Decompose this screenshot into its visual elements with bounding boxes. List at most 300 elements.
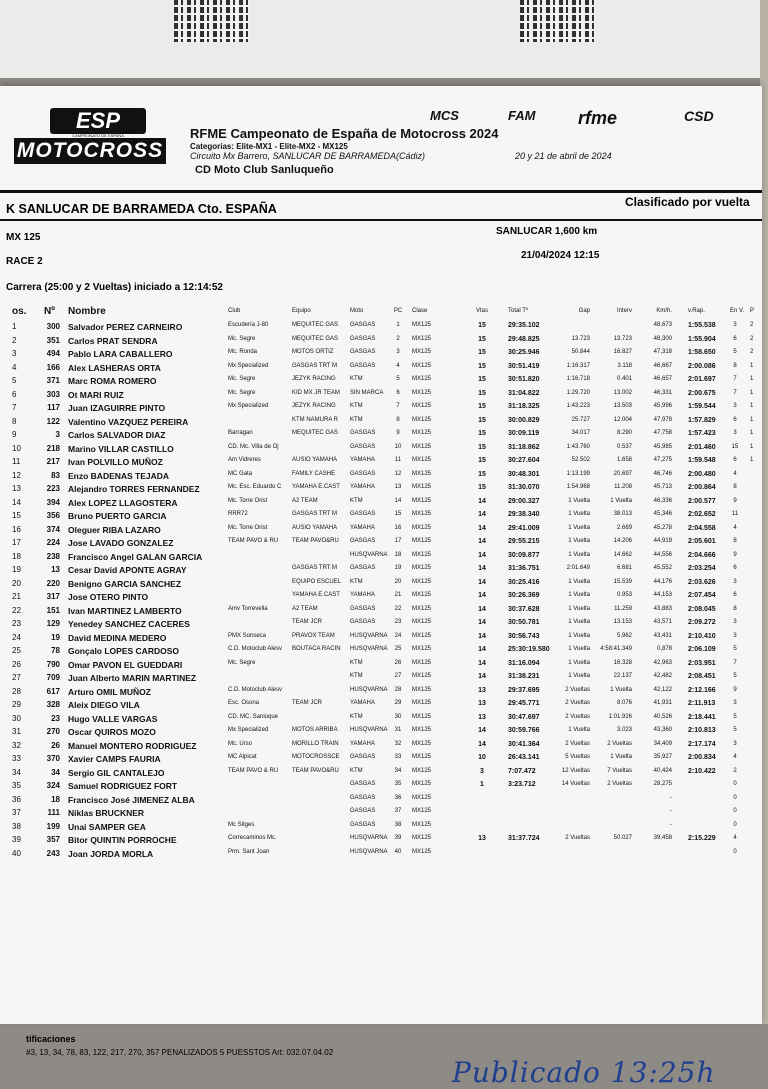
cell-tot: 30:41.364 — [508, 740, 540, 748]
cell-vtas: 14 — [478, 538, 486, 545]
cell-vrap: 1:59.544 — [688, 403, 716, 410]
cell-num: 122 — [46, 416, 60, 426]
table-row — [0, 592, 762, 606]
cell-cls: MX125 — [412, 767, 432, 774]
cell-num: 374 — [46, 524, 60, 534]
cell-cls: MX125 — [412, 632, 432, 639]
cell-cls: MX125 — [412, 592, 432, 598]
cell-pc: 5 — [396, 376, 400, 382]
cell-club: Prm. Sant Joan — [228, 848, 270, 855]
cell-gap: 1:43.223 — [566, 403, 590, 409]
cell-vtas: 13 — [478, 700, 486, 707]
cell-cls: MX125 — [412, 416, 432, 423]
cell-kmh: 28,275 — [653, 781, 672, 787]
table-row — [0, 835, 762, 849]
cell-gap: 12 Vueltas — [561, 767, 590, 774]
cell-env: 6 — [733, 592, 737, 598]
cell-moto: KTM — [350, 376, 363, 382]
cell-kmh: 44,176 — [653, 578, 672, 585]
cell-vtas: 14 — [478, 551, 486, 559]
cell-tot: 31:30.070 — [508, 484, 540, 491]
cell-vtas: 10 — [478, 754, 486, 761]
results-sheet — [0, 86, 762, 1089]
cell-num: 270 — [46, 727, 60, 736]
cell-name: Oscar QUIROS MOZO — [68, 727, 156, 737]
cell-gap: 1:13.199 — [566, 470, 590, 477]
cell-pc: 21 — [394, 592, 402, 598]
cell-cls: MX125 — [412, 511, 432, 517]
cell-gap: 1:43.760 — [566, 443, 590, 450]
cell-team: TEAM PAVO&RU — [292, 538, 339, 544]
cell-name: Samuel RODRIGUEZ FORT — [68, 781, 178, 791]
cell-tot: 31:18.325 — [508, 403, 540, 410]
cell-env: 11 — [731, 511, 739, 517]
cell-team: TEAM JCR — [292, 619, 322, 625]
cell-gap: 2 Vueltas — [565, 740, 590, 747]
cell-env: 5 — [733, 673, 737, 679]
cell-moto: HUSQVARNA — [350, 551, 388, 558]
cell-int: 1:01.926 — [608, 713, 632, 720]
cell-team: A2 TEAM — [292, 605, 318, 612]
cell-kmh: 46,667 — [653, 362, 672, 369]
cell-int: 13.002 — [613, 389, 632, 396]
cell-num: 19 — [51, 632, 60, 642]
cell-env: 6 — [733, 565, 737, 571]
cell-env: 9 — [733, 686, 737, 693]
cell-moto: KTM — [350, 497, 363, 504]
table-row — [0, 417, 762, 431]
cell-p: 1 — [750, 443, 754, 450]
cell-pos: 29 — [12, 700, 21, 709]
cell-gap: 2:01.649 — [566, 565, 590, 571]
table-row — [0, 673, 762, 687]
cell-env: 5 — [733, 349, 737, 355]
cell-club: Am Vidreres — [228, 457, 261, 463]
cell-num: 224 — [46, 538, 60, 547]
qr-code-icon — [174, 0, 250, 42]
cell-kmh: 43,883 — [653, 605, 672, 612]
cell-pos: 22 — [12, 605, 21, 615]
cell-name: Manuel MONTERO RODRIGUEZ — [68, 740, 197, 751]
table-row — [0, 565, 762, 579]
cell-num: 243 — [46, 848, 60, 858]
cell-pos: 16 — [12, 524, 21, 534]
cell-vrap: 2:00.834 — [688, 754, 716, 761]
cell-gap: 1 Vuelta — [568, 727, 590, 733]
cell-moto: KTM — [350, 767, 363, 774]
cell-cls: MX125 — [412, 497, 432, 504]
cell-pos: 21 — [12, 592, 21, 601]
cell-moto: HUSQVARNA — [350, 835, 388, 841]
cell-tot: 30:26.369 — [508, 592, 540, 599]
table-row — [0, 646, 762, 660]
cell-gap: 52.502 — [571, 457, 590, 463]
cell-pos: 34 — [12, 767, 21, 777]
cell-club: TEAM PAVO & RU — [228, 538, 279, 544]
cell-num: 328 — [46, 700, 60, 709]
cell-gap: 1 Vuelta — [568, 632, 590, 639]
cell-pc: 24 — [394, 632, 402, 639]
cell-env: 4 — [733, 754, 737, 760]
cell-pos: 10 — [12, 443, 21, 453]
table-row — [0, 687, 762, 701]
cell-int: 8.290 — [616, 430, 632, 436]
cell-env: 4 — [733, 470, 737, 477]
cell-pos: 6 — [12, 389, 17, 399]
cell-int: 16.328 — [613, 659, 632, 666]
table-row — [0, 822, 762, 836]
cell-int: 20.697 — [613, 470, 632, 477]
cell-num: 790 — [46, 659, 60, 669]
cell-pc: 31 — [394, 727, 402, 733]
cell-num: 324 — [46, 781, 60, 790]
cell-cls: MX125 — [412, 794, 432, 801]
cell-name: Juan IZAGUIRRE PINTO — [68, 403, 166, 413]
cell-vrap: 2:17.174 — [688, 740, 716, 748]
cell-pos: 1 — [12, 322, 17, 331]
cell-num: 83 — [51, 470, 60, 480]
cell-num: 117 — [47, 403, 60, 412]
table-row — [0, 484, 762, 498]
cell-num: 494 — [46, 349, 60, 358]
cell-moto: GASGAS — [350, 443, 376, 450]
cell-club: TEAM PAVO & RU — [228, 767, 279, 774]
cell-club: Mc. Segre — [228, 659, 256, 666]
cell-vrap: 2:00.480 — [688, 470, 716, 478]
cell-team: JEZYK RACING — [292, 376, 336, 382]
cell-tot: 31:18.862 — [508, 443, 540, 451]
cell-cls: MX125 — [412, 484, 432, 490]
cell-vrap: 1:57.423 — [688, 430, 716, 437]
cell-p: 1 — [750, 403, 754, 409]
cell-name: Aleix DIEGO VILA — [68, 700, 140, 710]
cell-tot: 30:51.820 — [508, 376, 540, 383]
cell-vrap: 1:55.904 — [688, 335, 716, 343]
cell-gap: 2 Vueltas — [565, 713, 590, 720]
cell-tot: 31:38.231 — [508, 673, 540, 680]
cell-int: 1 Vuelta — [610, 497, 632, 504]
cell-kmh: 48,673 — [653, 322, 672, 328]
table-row — [0, 741, 762, 755]
cell-vrap: 2:10.410 — [688, 632, 716, 640]
cell-kmh: 47,978 — [653, 416, 672, 423]
cell-tot: 29:35.102 — [508, 322, 540, 329]
cell-num: 356 — [46, 511, 60, 520]
cell-tot: 26:43.141 — [508, 754, 540, 761]
cell-tot: 29:45.771 — [508, 700, 540, 707]
cell-num: 223 — [46, 484, 60, 493]
cell-env: 3 — [733, 700, 737, 706]
footer-title: tificaciones — [26, 1034, 76, 1044]
cell-vrap: 2:00.864 — [688, 484, 716, 491]
cell-num: 26 — [51, 740, 60, 750]
cell-gap: 2 Vueltas — [565, 686, 590, 693]
cell-env: 2 — [733, 767, 737, 774]
cell-club: PMX Sonseca — [228, 632, 267, 639]
cell-int: 50.027 — [613, 835, 632, 841]
cell-env: 3 — [733, 578, 737, 585]
cell-name: Ivan MARTINEZ LAMBERTO — [68, 605, 182, 616]
cell-vtas: 14 — [478, 497, 486, 505]
cell-cls: MX125 — [412, 322, 432, 328]
cell-cls: MX125 — [412, 835, 432, 841]
cell-num: 357 — [46, 835, 60, 844]
classification-type: Clasificado por vuelta — [625, 195, 750, 209]
cell-moto: KTM — [350, 659, 363, 666]
cell-pos: 12 — [12, 470, 21, 480]
cell-name: Valentino VAZQUEZ PEREIRA — [68, 416, 189, 427]
cell-team: A2 TEAM — [292, 497, 318, 504]
cell-pos: 9 — [12, 430, 17, 439]
cell-club: Barragan — [228, 430, 253, 436]
table-row — [0, 660, 762, 674]
cell-vtas: 15 — [478, 322, 486, 329]
cell-name: Jose OTERO PINTO — [68, 592, 149, 602]
cell-vtas: 15 — [478, 403, 486, 410]
cell-team: MEQUITEC GAS — [292, 322, 339, 328]
cell-name: David MEDINA MEDERO — [68, 632, 167, 643]
cell-pos: 32 — [12, 740, 21, 750]
cell-vtas: 15 — [478, 470, 486, 478]
cell-gap: 1:54.968 — [566, 484, 590, 490]
cell-num: 394 — [46, 497, 60, 507]
cell-moto: YAMAHA — [350, 484, 375, 490]
cell-cls: MX125 — [412, 538, 432, 544]
cell-vrap: 2:10.813 — [688, 727, 716, 734]
table-header: os. Nº Nombre Club Equipo Moto PC Clase Vtas Total Tº Gap Interv Km/h. v.Rap. En V. P — [12, 306, 755, 317]
table-row — [0, 808, 762, 822]
cell-num: 709 — [46, 673, 60, 682]
cell-kmh: 44,556 — [653, 551, 672, 558]
cell-pos: 14 — [12, 497, 21, 507]
cell-int: 15.539 — [613, 578, 632, 585]
cell-int: 0.953 — [616, 592, 632, 598]
cell-int: 22.137 — [613, 673, 632, 679]
cell-kmh: - — [670, 794, 672, 801]
cell-cls: MX125 — [412, 376, 432, 382]
cell-vrap: 2:00.086 — [688, 362, 716, 370]
table-row — [0, 849, 762, 863]
sponsor-logo: FAM — [508, 108, 536, 123]
cell-pc: 6 — [396, 389, 400, 396]
cell-moto: GASGAS — [350, 349, 376, 355]
cell-num: 199 — [46, 821, 60, 831]
cell-tot: 29:00.327 — [508, 497, 540, 505]
cell-env: 4 — [733, 524, 737, 531]
cell-int: 2 Vueltas — [607, 740, 632, 747]
cell-vrap: 2:00.577 — [688, 497, 716, 505]
cell-tot: 7:07.472 — [508, 767, 536, 775]
cell-pc: 32 — [394, 740, 402, 747]
cell-cls: MX125 — [412, 565, 432, 571]
page-title: RFME Campeonato de España de Motocross 2024 — [190, 126, 499, 141]
cell-tot: 3:23.712 — [508, 781, 536, 788]
cell-num: 617 — [46, 686, 60, 696]
race-label: RACE 2 — [6, 256, 43, 267]
cell-moto: GASGAS — [350, 781, 376, 787]
cell-club: Mc Sitges — [228, 821, 255, 828]
cell-pos: 24 — [12, 632, 21, 642]
cell-moto: GASGAS — [350, 362, 376, 369]
table-row — [0, 390, 762, 404]
cell-team: PRAVOX TEAM — [292, 632, 335, 639]
cell-name: Benigno GARCIA SANCHEZ — [68, 578, 182, 589]
cell-cls: MX125 — [412, 443, 432, 450]
cell-pos: 31 — [12, 727, 21, 736]
cell-cls: MX125 — [412, 659, 432, 666]
cell-env: 7 — [733, 389, 737, 396]
cell-name: Joan JORDA MORLA — [68, 848, 154, 859]
cell-moto: KTM — [350, 403, 363, 409]
cell-pc: 10 — [394, 443, 402, 450]
cell-env: 0 — [733, 808, 737, 814]
cell-name: Gonçalo LOPES CARDOSO — [68, 646, 179, 656]
cell-env: 5 — [733, 727, 737, 733]
cell-gap: 25.727 — [571, 416, 590, 423]
cell-name: Sergio GIL CANTALEJO — [68, 767, 165, 778]
circuit: Circuito Mx Barrero, SANLUCAR DE BARRAMEDA(Cádiz) — [190, 151, 426, 161]
cell-team: MEQUITEC GAS — [292, 335, 339, 342]
cell-vtas: 13 — [478, 835, 486, 842]
cell-team: GASGAS TRT M — [292, 565, 338, 571]
cell-kmh: 42,482 — [653, 673, 672, 679]
cell-int: 6.681 — [616, 565, 632, 571]
cell-pos: 13 — [12, 484, 21, 493]
cell-kmh: 47,318 — [653, 349, 672, 355]
cell-vrap: 2:01.460 — [688, 443, 716, 451]
cell-kmh: 45,985 — [653, 443, 672, 450]
cell-pc: 37 — [394, 808, 402, 814]
cell-cls: MX125 — [412, 713, 432, 720]
cell-int: 16.827 — [613, 349, 632, 355]
cell-num: 13 — [51, 565, 60, 574]
cell-vtas: 15 — [478, 443, 486, 451]
cell-club: Mc. Segre — [228, 335, 256, 342]
table-row — [0, 781, 762, 795]
cell-club: Mc. Segre — [228, 389, 256, 396]
cell-int: 13.503 — [613, 403, 632, 409]
cell-moto: GASGAS — [350, 808, 376, 814]
cell-pc: 15 — [394, 511, 402, 517]
table-row — [0, 552, 762, 566]
cell-vrap: 2:08.451 — [688, 673, 716, 680]
cell-pc: 39 — [394, 835, 402, 841]
cell-pc: 1 — [396, 322, 400, 328]
cell-club: Mc. Esc. Eduardo C — [228, 484, 282, 490]
table-row — [0, 633, 762, 647]
cell-vtas: 15 — [478, 349, 486, 356]
table-row — [0, 525, 762, 539]
cell-gap: 1 Vuelta — [568, 605, 590, 612]
cell-name: Yenedey SANCHEZ CACERES — [68, 619, 190, 629]
cell-name: Bruno PUERTO GARCIA — [68, 511, 167, 521]
cell-team: TEAM PAVO&RU — [292, 767, 339, 774]
cell-pc: 27 — [394, 673, 402, 679]
cell-moto: GASGAS — [350, 754, 376, 760]
cell-pos: 35 — [12, 781, 21, 790]
cell-env: 9 — [733, 551, 737, 558]
cell-name: Hugo VALLE VARGAS — [68, 713, 158, 724]
cell-vtas: 15 — [478, 389, 486, 397]
cell-moto: KTM — [350, 673, 363, 679]
cell-kmh: 43,360 — [653, 727, 672, 733]
cell-num: 129 — [46, 619, 60, 628]
track-info: SANLUCAR 1,600 km — [496, 226, 598, 237]
cell-vtas: 1 — [480, 781, 484, 788]
cell-pos: 3 — [12, 349, 17, 358]
cell-p: 2 — [750, 322, 754, 328]
cell-tot: 29:48.825 — [508, 335, 540, 343]
cell-vtas: 13 — [478, 713, 486, 721]
cell-name: Arturo OMIL MUÑOZ — [68, 686, 151, 697]
cell-pos: 17 — [12, 538, 21, 547]
cell-vrap: 2:15.229 — [688, 835, 716, 842]
cell-int: 38.013 — [613, 511, 632, 517]
cell-tot: 31:37.724 — [508, 835, 540, 842]
cell-env: 0 — [733, 848, 737, 855]
cell-team: YAMAHA E.CAST — [292, 592, 340, 598]
cell-pos: 33 — [12, 754, 21, 763]
table-row — [0, 700, 762, 714]
table-row — [0, 471, 762, 485]
cell-cls: MX125 — [412, 848, 432, 855]
cell-vtas: 14 — [478, 632, 486, 640]
cell-kmh: 46,746 — [653, 470, 672, 477]
handwritten-note: Publicado 13:25h — [452, 1056, 716, 1089]
cell-env: 5 — [733, 713, 737, 720]
cell-club: Esc. Osona — [228, 700, 260, 706]
cell-pos: 5 — [12, 376, 17, 385]
cell-vtas: 14 — [478, 565, 486, 572]
cell-club: C.D. Motoclub Alesv — [228, 646, 283, 652]
cell-num: 78 — [51, 646, 60, 655]
cell-tot: 25:30:19.580 — [508, 646, 550, 653]
cell-gap: 2 Vueltas — [565, 700, 590, 706]
cell-num: 238 — [46, 551, 60, 561]
cell-club: Mx Specialized — [228, 403, 269, 409]
cell-pos: 38 — [12, 821, 21, 831]
cell-kmh: 43,571 — [653, 619, 672, 625]
cell-cls: MX125 — [412, 430, 432, 436]
cell-pc: 11 — [394, 457, 402, 463]
cell-tot: 30:09.877 — [508, 551, 540, 559]
cell-team: FAMILY CASHE — [292, 470, 336, 477]
cell-p: 2 — [750, 349, 754, 355]
cell-cls: MX125 — [412, 524, 432, 531]
cell-int: 7 Vueltas — [607, 767, 632, 774]
cell-p: 2 — [750, 335, 754, 342]
cell-tot: 30:51.419 — [508, 362, 540, 370]
qr-code-icon — [520, 0, 596, 42]
event-dates: 20 y 21 de abril de 2024 — [515, 151, 612, 161]
cell-pos: 28 — [12, 686, 21, 696]
cell-moto: GASGAS — [350, 511, 376, 517]
cell-int: 8.076 — [616, 700, 632, 706]
cell-pc: 29 — [394, 700, 402, 706]
cell-pc: 19 — [394, 565, 402, 571]
cell-tot: 31:04.822 — [508, 389, 540, 397]
cell-vrap: 2:03.254 — [688, 565, 716, 572]
cell-kmh: 41,931 — [653, 700, 672, 706]
cell-moto: GASGAS — [350, 470, 376, 477]
cell-name: Marc ROMA ROMERO — [68, 376, 157, 386]
race-start: Carrera (25:00 y 2 Vueltas) iniciado a 12:14:52 — [6, 282, 223, 293]
cell-club: Mc. Urso — [228, 740, 252, 747]
cell-team: MOTOS ORTIZ — [292, 349, 334, 355]
cell-team: TEAM JCR — [292, 700, 322, 706]
cell-vrap: 1:59.548 — [688, 457, 716, 464]
cell-vrap: 1:58.650 — [688, 349, 716, 356]
